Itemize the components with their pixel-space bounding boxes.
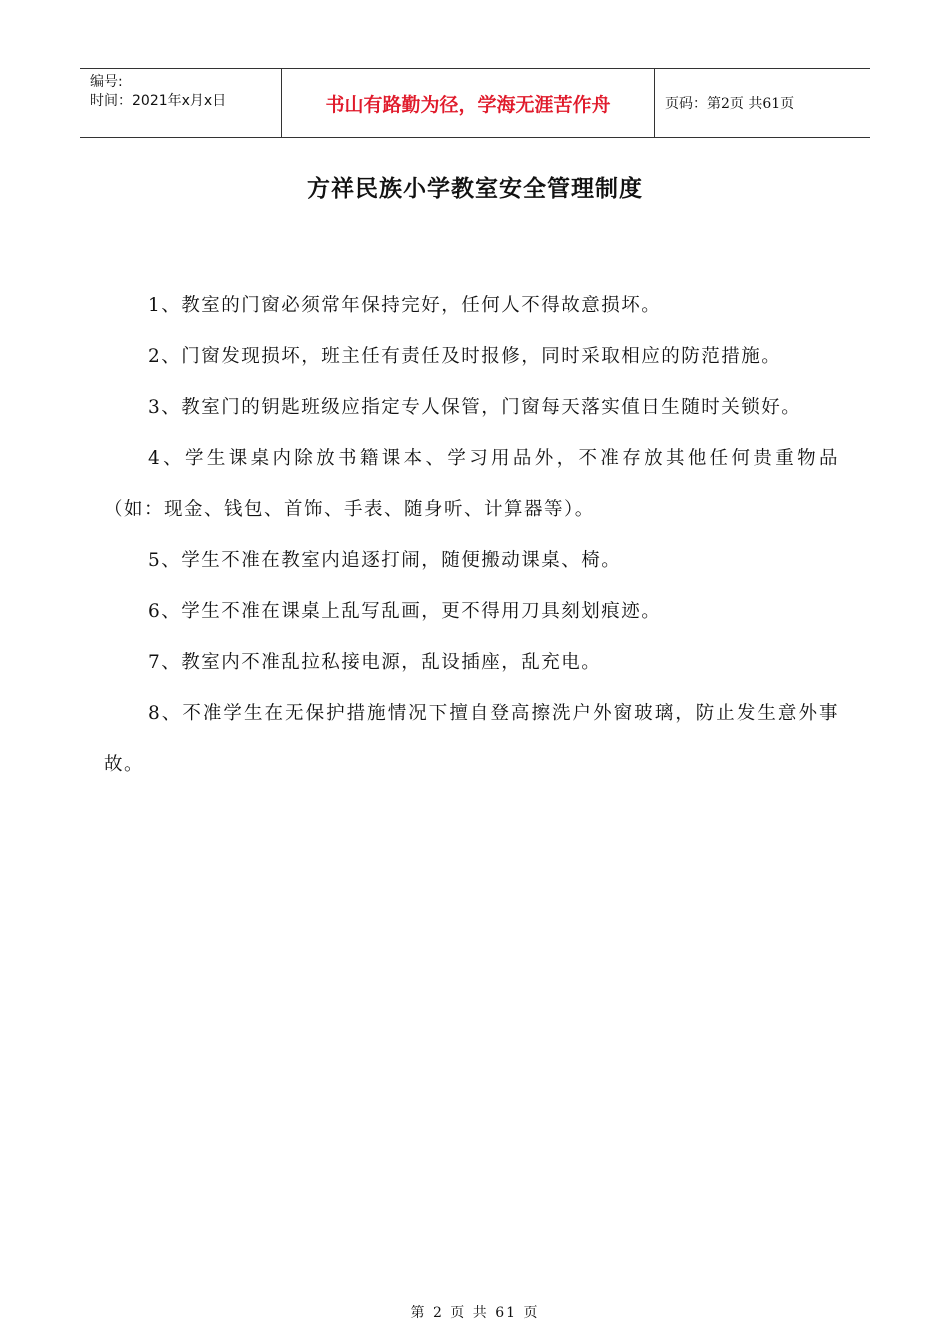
header-meta	[80, 69, 282, 137]
rule-paragraph: 3、教室门的钥匙班级应指定专人保管，门窗每天落实值日生随时关锁好。	[148, 397, 802, 418]
page-footer: 第 2 页 共 61 页	[410, 1305, 540, 1321]
rule-paragraph: 7、教室内不准乱拉私接电源，乱设插座，乱充电。	[148, 652, 602, 673]
rule-paragraph: 6、学生不准在课桌上乱写乱画，更不得用刀具刻划痕迹。	[148, 601, 662, 622]
header-motto: 书山有路勤为径，学海无涯苦作舟	[282, 69, 655, 137]
rule-paragraph: 2、门窗发现损坏，班主任有责任及时报修，同时采取相应的防范措施。	[148, 346, 782, 367]
document-title: 方祥民族小学教室安全管理制度	[307, 175, 643, 202]
rule-paragraph: 5、学生不准在教室内追逐打闹，随便搬动课桌、椅。	[148, 550, 622, 571]
document-date-label: 时间：2021年x月x日	[90, 93, 227, 109]
document-number-label: 编号:	[90, 74, 123, 90]
header-page-info: 页码：第2页 共61页	[665, 96, 795, 112]
page-header	[80, 68, 870, 138]
rule-paragraph: 1、教室的门窗必须常年保持完好，任何人不得故意损坏。	[148, 295, 662, 316]
rule-paragraph: 4、学生课桌内除放书籍课本、学习用品外，不准存放其他任何贵重物品（如：现金、钱包、首饰、手表、随身听、计算器等）。	[104, 448, 839, 520]
rule-paragraph: 8、不准学生在无保护措施情况下擅自登高擦洗户外窗玻璃，防止发生意外事故。	[104, 703, 839, 775]
document-body	[104, 280, 839, 790]
